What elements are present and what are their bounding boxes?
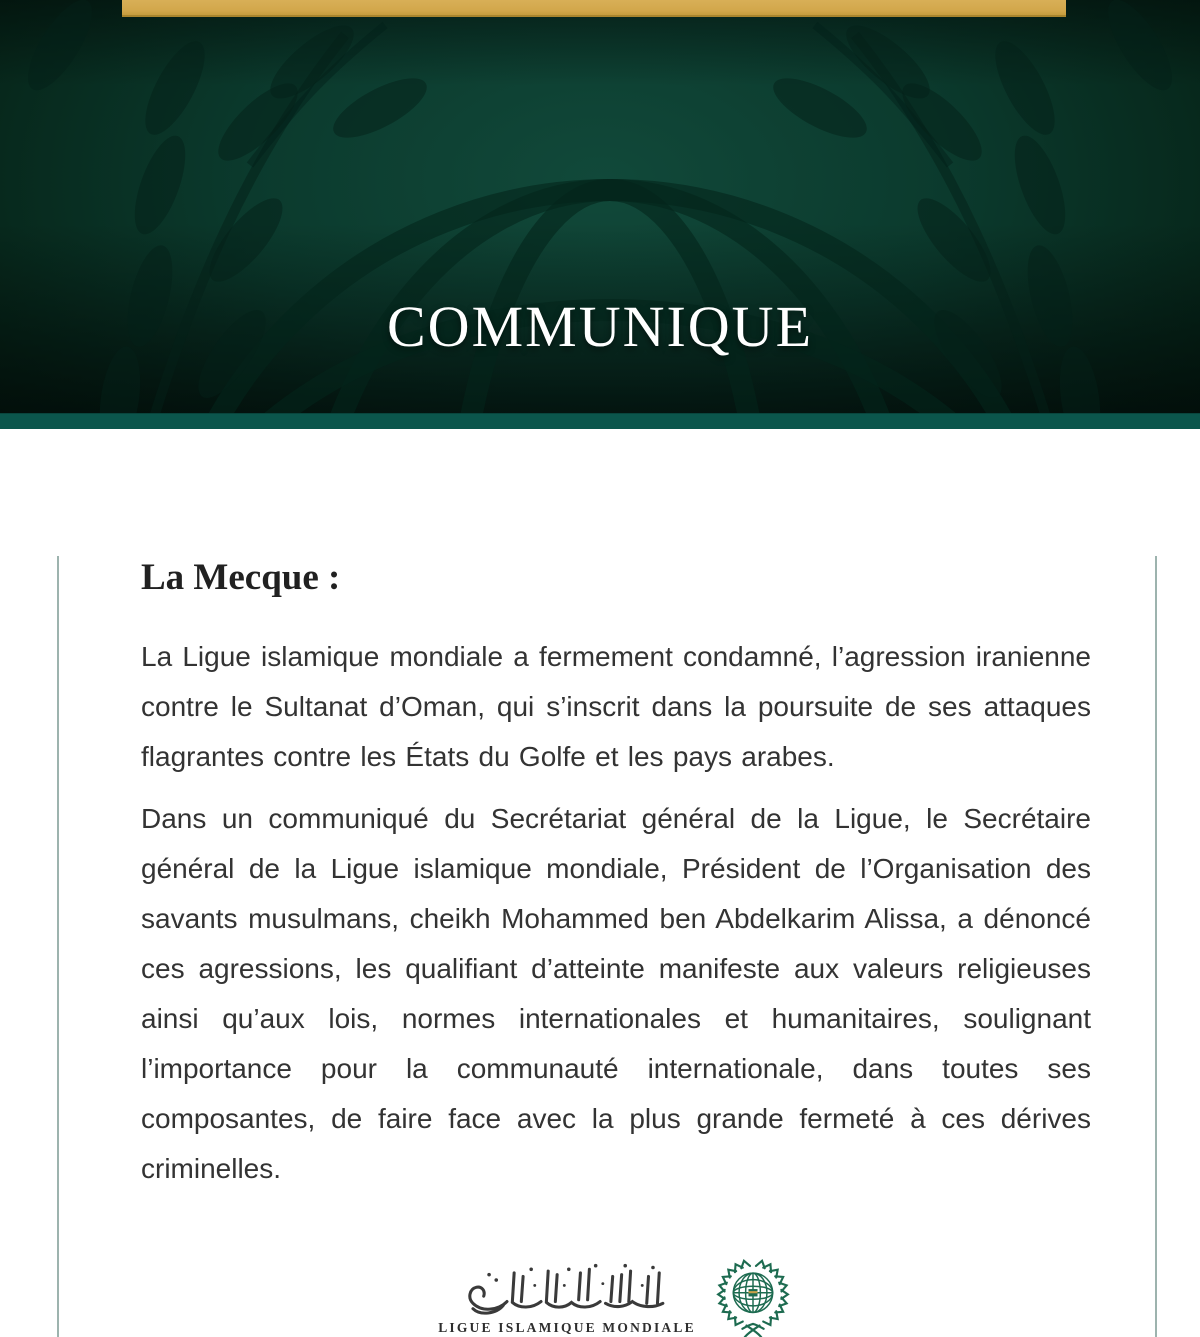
logo-caption: LIGUE ISLAMIQUE MONDIALE (438, 1319, 696, 1335)
arabic-calligraphy (464, 1262, 670, 1316)
left-vertical-rule (57, 556, 59, 1337)
mwl-logo (141, 1250, 1091, 1337)
text-content (0, 556, 1200, 1337)
dateline-heading: La Mecque : (141, 557, 341, 598)
header-banner (0, 0, 1200, 429)
mwl-logo-wordmark (438, 1262, 696, 1336)
right-vertical-rule (1155, 556, 1157, 1337)
gold-accent-bar (122, 0, 1066, 15)
document-body (0, 556, 1200, 1337)
paragraph-statement: Dans un communiqué du Secrétariat général de la Ligue, le Secrétaire général de la Ligue islamique mondiale, Président de l’Organisation des savants musulmans, cheikh Mohammed ben Abdelkarim Alissa, a dénoncé ces agressions, les qualifiant d’atteinte manifeste aux valeurs religieuses ainsi qu’aux lois, normes internationales et humanitaires, soulignant l’importance pour la communauté internationale, dans toutes ses composantes, de faire face avec la plus grande fermeté à ces dérives criminelles. (141, 803, 1091, 1184)
communique-title: COMMUNIQUE (387, 294, 813, 359)
teal-divider-band (0, 413, 1200, 429)
paragraph-condemnation: La Ligue islamique mondiale a fermement condamné, l’agression iranienne contre le Sultanat d’Oman, qui s’inscrit dans la poursuite de ses attaques flagrantes contre les États du Golfe et les pays arabes. (141, 641, 1091, 772)
mwl-emblem-icon (712, 1250, 794, 1337)
